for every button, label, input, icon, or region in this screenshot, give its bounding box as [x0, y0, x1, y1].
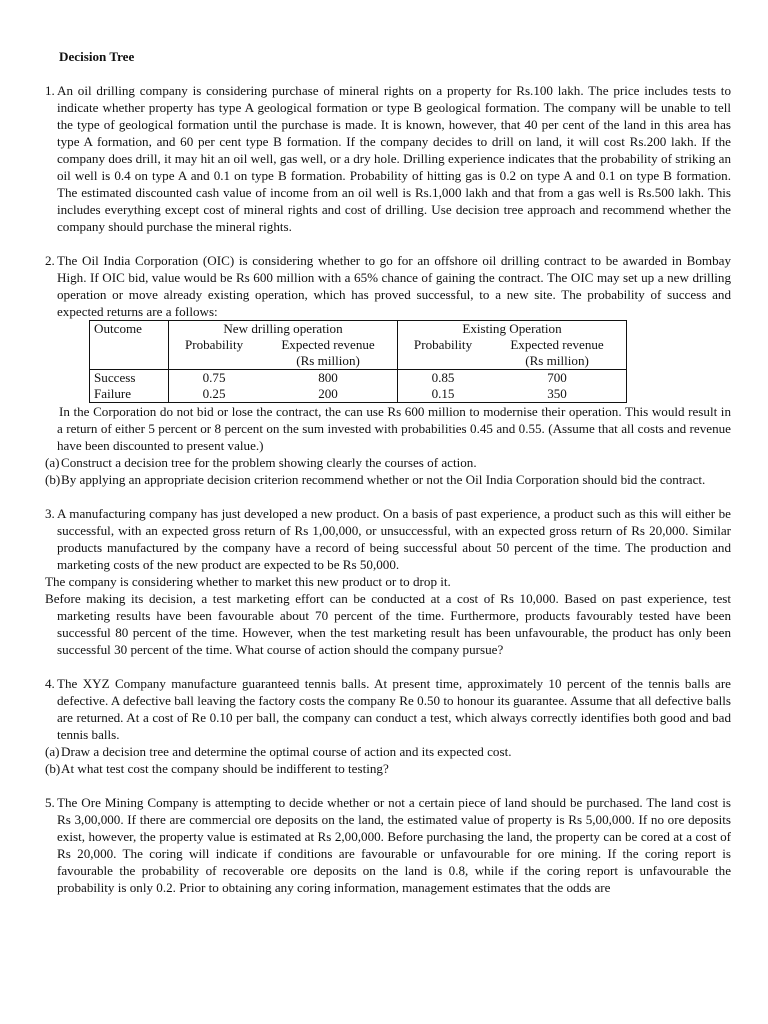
question-text: The Ore Mining Company is attempting to decide whether or not a certain piece of land should be purchased. The land cost is Rs 3,00,000. If there are commercial ore deposits on the land, the estimated value of property is Rs 5,00,000. If no ore deposits exist, however, the property value is estimated at Rs 2,00,000. Before purchasing the land, the property can be cored at a cost of Rs 20,000. The coring will indicate if conditions are favourable or unfavourable for ore mining. If the coring report is favourable the probability of recoverable ore deposits on the land is 0.8, while if the coring report is unfavourable the probability is only 0.2. Prior to obtaining any coring information, management estimates that the odds are	[57, 795, 731, 895]
question-4-part-b: (b) At what test cost the company should be indifferent to testing?	[45, 761, 389, 776]
table-header-expected-revenue: Expected revenue (Rs million)	[488, 337, 626, 370]
table-row: Success 0.75 800 0.85 700	[90, 370, 627, 387]
question-2-part-b: (b) By applying an appropriate decision criterion recommend whether or not the Oil India Corporation should bid the contract.	[45, 472, 706, 487]
table-row: Failure 0.25 200 0.15 350	[90, 386, 627, 403]
question-4	[45, 675, 731, 743]
question-text: A manufacturing company has just developed a new product. On a basis of past experience, a product such as this will either be successful, with an expected gross return of Rs 1,00,000, or unsuccessful, with an expected gross return of Rs 20,000. Similar products manufactured by the company have a record of being successful about 50 percent of the time. The production and marketing costs of the new product are expected to be Rs 50,000.	[57, 506, 731, 572]
question-text: An oil drilling company is considering purchase of mineral rights on a property for Rs.100 lakh. The price includes tests to indicate whether property has type A geological formation or type B geological formation. The company will be unable to tell the type of geological formation until the purchase is made. It is known, however, that 40 per cent of the land in this area has type A formation, and 60 per cent type B formation. If the company decides to drill on land, it will cost Rs.200 lakh. If the company does drill, it may hit an oil well, gas well, or a dry hole. Drilling experience indicates that the probability of striking an oil well is 0.4 on type A and 0.1 on type B formation. Probability of hitting gas is 0.2 on type A and 0.1 on type B formation. The estimated discounted cash value of income from an oil well is Rs.1,000 lakh and that from a gas well is Rs.500 lakh. This includes everything except cost of mineral rights and cost of drilling. Use decision tree approach and recommend whether the company should purchase the mineral rights.	[57, 83, 731, 234]
question-text: The Oil India Corporation (OIC) is considering whether to go for an offshore oil drilling contract to be awarded in Bombay High. If OIC bid, value would be Rs 600 million with a 65% chance of gaining the contract. The OIC may set up a new drilling operation or move already existing operation, which has proved successful, to a new site. The probability of success and expected returns are a follows:	[57, 253, 731, 319]
question-number: 5.	[45, 795, 55, 810]
question-3-paragraph-3: Before making its decision, a test marketing effort can be conducted at a cost of Rs 10,000. Based on past experience, test marketing results have been favourable about 70 percent of the time. Furthermore, products favourably tested have been successful 80 percent of the time. However, when the test marketing result has been unfavourable, the product has only been successful 30 percent of the time. What course of action should the company pursue?	[45, 591, 731, 657]
table-header-probability: Probability	[169, 337, 260, 370]
question-4-part-a: (a) Draw a decision tree and determine the optimal course of action and its expected cost.	[45, 744, 512, 759]
question-text: The XYZ Company manufacture guaranteed tennis balls. At present time, approximately 10 percent of the tennis balls are defective. A defective ball leaving the factory costs the company Re 0.50 to honour its guarantee. Assume that all defective balls are returned. At a cost of Re 0.10 per ball, the company can conduct a test, which always correctly identifies both good and bad tennis balls.	[57, 676, 731, 742]
page-title: Decision Tree	[59, 49, 135, 64]
table-header-existing-operation: Existing Operation	[397, 321, 626, 338]
question-number: 3.	[45, 506, 55, 521]
question-5	[45, 794, 731, 896]
question-2	[45, 252, 731, 320]
question-3	[45, 505, 731, 573]
question-2-part-a: (a) Construct a decision tree for the problem showing clearly the courses of action.	[45, 455, 477, 470]
table-header-outcome: Outcome	[90, 321, 169, 338]
question-number: 1.	[45, 83, 55, 98]
table-header-expected-revenue: Expected revenue (Rs million)	[281, 337, 375, 368]
table-header-new-drilling: New drilling operation	[169, 321, 398, 338]
question-number: 2.	[45, 253, 55, 268]
question-number: 4.	[45, 676, 55, 691]
outcome-table	[89, 320, 627, 403]
table-header-probability: Probability	[397, 337, 488, 370]
question-1	[45, 82, 731, 235]
question-2-followup: In the Corporation do not bid or lose the contract, the can use Rs 600 million to modernise their operation. This would result in a return of either 5 percent or 8 percent on the sum invested with probabilities 0.45 and 0.55. (Assume that all costs and revenue have been discounted to present value.)	[57, 404, 731, 453]
question-3-paragraph-2: The company is considering whether to market this new product or to drop it.	[45, 574, 451, 589]
document-page	[45, 48, 731, 896]
